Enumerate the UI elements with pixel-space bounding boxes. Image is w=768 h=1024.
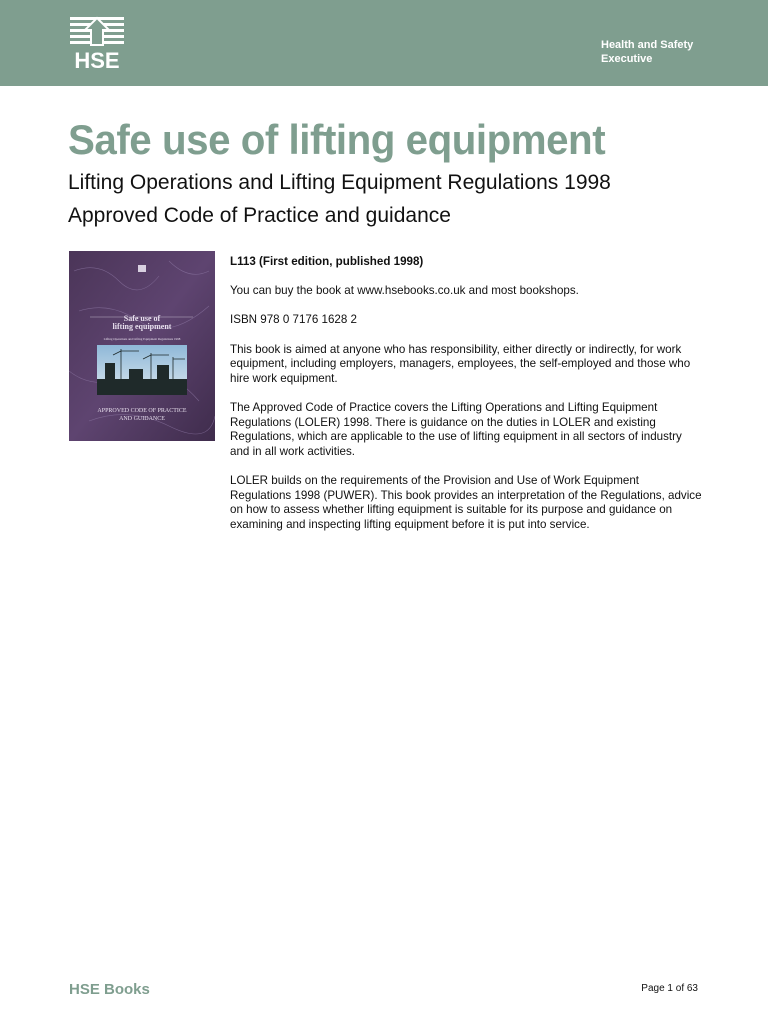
- page-number: Page 1 of 63: [641, 983, 698, 994]
- svg-text:APPROVED CODE OF PRACTICE: APPROVED CODE OF PRACTICE: [97, 408, 187, 414]
- footer-publisher: HSE Books: [69, 981, 150, 998]
- svg-text:lifting equipment: lifting equipment: [112, 322, 172, 331]
- subtitle-regulations: Lifting Operations and Lifting Equipment Regulations 1998: [68, 171, 611, 194]
- acop-paragraph: The Approved Code of Practice covers the Lifting Operations and Lifting Equipment Regulations (LOLER) 1998. There is guidance on the duties in LOLER and existing Regulations, which are applicable to the use of lifting equipment in all sectors of industry and in all work activities.: [230, 400, 682, 458]
- svg-text:Safe use of: Safe use of: [123, 314, 161, 323]
- hse-logo: [68, 15, 126, 71]
- edition-line: L113 (First edition, published 1998): [230, 255, 424, 268]
- header-organisation: [601, 38, 751, 66]
- loler-paragraph: LOLER builds on the requirements of the Provision and Use of Work Equipment Regulations 1998 (PUWER). This book provides an interpretation of the Regulations, advice on how to assess whether lifting equipment is suitable for its purpose and guidance on examining and inspecting lifting equipment before it is put into service.: [230, 473, 702, 531]
- subtitle-acop: Approved Code of Practice and guidance: [68, 204, 451, 227]
- isbn-line: ISBN 978 0 7176 1628 2: [230, 313, 357, 327]
- audience-paragraph: This book is aimed at anyone who has responsibility, either directly or indirectly, for work equipment, including employers, managers, employees, the self-employed and those who hire work equipment.: [230, 342, 691, 385]
- svg-text:Lifting Operations and Lifting: Lifting Operations and Lifting Equipment Regulations 1998: [103, 337, 181, 341]
- description-column: [230, 255, 702, 547]
- svg-text:AND GUIDANCE: AND GUIDANCE: [119, 416, 165, 422]
- book-cover-image: [69, 251, 215, 441]
- org-line-2: Executive: [601, 53, 653, 65]
- buy-line: You can buy the book at www.hsebooks.co.uk and most bookshops.: [230, 284, 579, 298]
- page-title: Safe use of lifting equipment: [68, 116, 606, 163]
- org-line-1: Health and Safety: [601, 39, 694, 51]
- logo-text: HSE: [74, 48, 120, 71]
- header-band: [0, 0, 768, 86]
